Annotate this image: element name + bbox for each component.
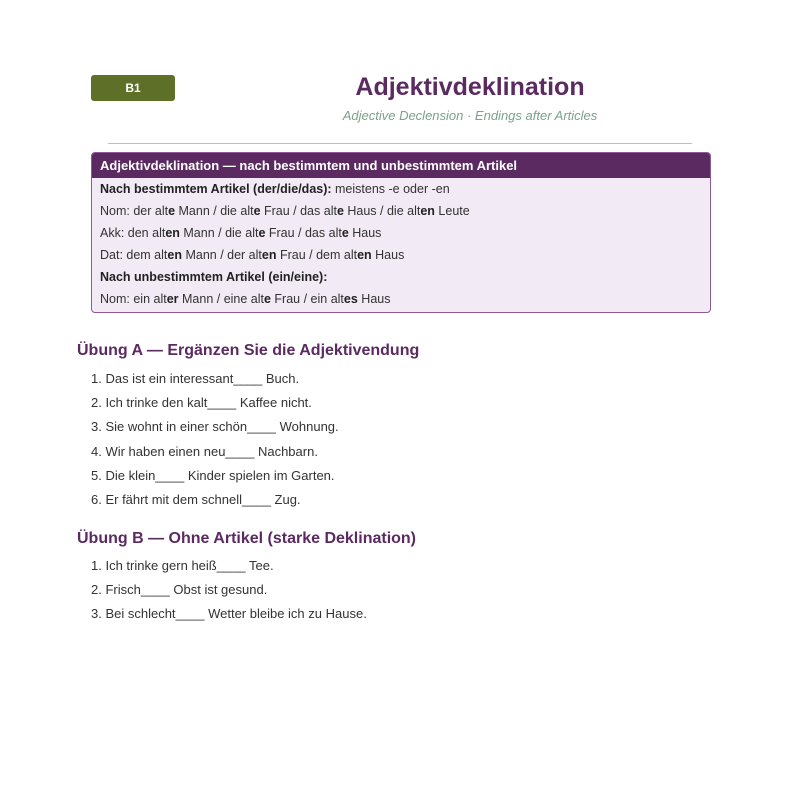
grammar-bold-text: Nach unbestimmtem Artikel (ein/eine): [100,270,328,284]
grammar-box-title: Adjektivdeklination — nach bestimmtem und unbestimmtem Artikel [92,153,710,178]
exercise-b-heading: Übung B — Ohne Artikel (starke Deklination) [77,530,417,547]
grammar-bold-text: er [166,292,179,306]
grammar-bold-text: e [341,226,349,240]
grammar-text: Haus / die alt [343,204,421,218]
grammar-bold-text: en [420,204,435,218]
page-title: Adjektivdeklination [355,73,585,101]
grammar-text: Dat: dem alt [100,248,168,262]
exercise-a-item: 3. Sie wohnt in einer schön____ Wohnung. [91,419,339,435]
grammar-bold-text: e [264,292,271,306]
grammar-text: Frau / das alt [265,226,342,240]
grammar-bold-text: Nach bestimmtem Artikel (der/die/das): [100,182,332,196]
level-badge: B1 [91,75,175,101]
grammar-row [92,244,710,266]
grammar-bold-text: e [253,204,261,218]
grammar-bold-text: en [165,226,180,240]
grammar-text: Frau / dem alt [276,248,358,262]
grammar-text: meistens -e oder -en [331,182,450,196]
grammar-text: Haus [348,226,382,240]
grammar-bold-text: en [167,248,182,262]
grammar-text: Mann / eine alt [178,292,264,306]
grammar-bold-text: e [258,226,266,240]
page-subtitle: Adjective Declension · Endings after Articles [342,108,598,123]
grammar-bold-text: en [261,248,277,262]
grammar-text: Frau / ein alt [270,292,344,306]
grammar-bold-text: en [357,248,372,262]
grammar-text: Haus [371,248,405,262]
exercise-a-item: 1. Das ist ein interessant____ Buch. [91,371,300,386]
exercise-a-list [91,367,339,512]
grammar-bold-text: es [343,292,358,306]
grammar-row [92,178,710,200]
grammar-text: Haus [357,292,391,306]
exercise-a-item: 5. Die klein____ Kinder spielen im Garten. [91,467,335,483]
exercise-b-list [91,554,367,627]
grammar-row [92,222,710,244]
divider [108,143,692,144]
grammar-text: Nom: ein alt [100,292,167,306]
grammar-text: Leute [434,204,470,218]
exercise-a-item: 4. Wir haben einen neu____ Nachbarn. [91,443,318,459]
grammar-rows [92,178,710,312]
grammar-box [91,152,711,313]
exercise-b-item: 2. Frisch____ Obst ist gesund. [91,582,268,598]
grammar-bold-text: e [336,204,344,218]
grammar-row [92,288,710,312]
exercise-a-item: 6. Er fährt mit dem schnell____ Zug. [91,491,301,507]
grammar-text: Nom: der alt [100,204,169,218]
grammar-text: Akk: den alt [100,226,166,240]
exercise-a-item: 2. Ich trinke den kalt____ Kaffee nicht. [91,395,312,411]
grammar-text: Mann / die alt [175,204,254,218]
exercise-b-item: 3. Bei schlecht____ Wetter bleibe ich zu Hause. [91,606,367,622]
grammar-row [92,200,710,222]
exercise-a-heading: Übung A — Ergänzen Sie die Adjektivendung [77,342,420,359]
grammar-text: Mann / der alt [181,248,262,262]
grammar-row [92,266,710,288]
grammar-bold-text: e [168,204,176,218]
exercise-b-item: 1. Ich trinke gern heiß____ Tee. [91,558,274,573]
grammar-text: Mann / die alt [179,226,259,240]
grammar-text: Frau / das alt [260,204,337,218]
